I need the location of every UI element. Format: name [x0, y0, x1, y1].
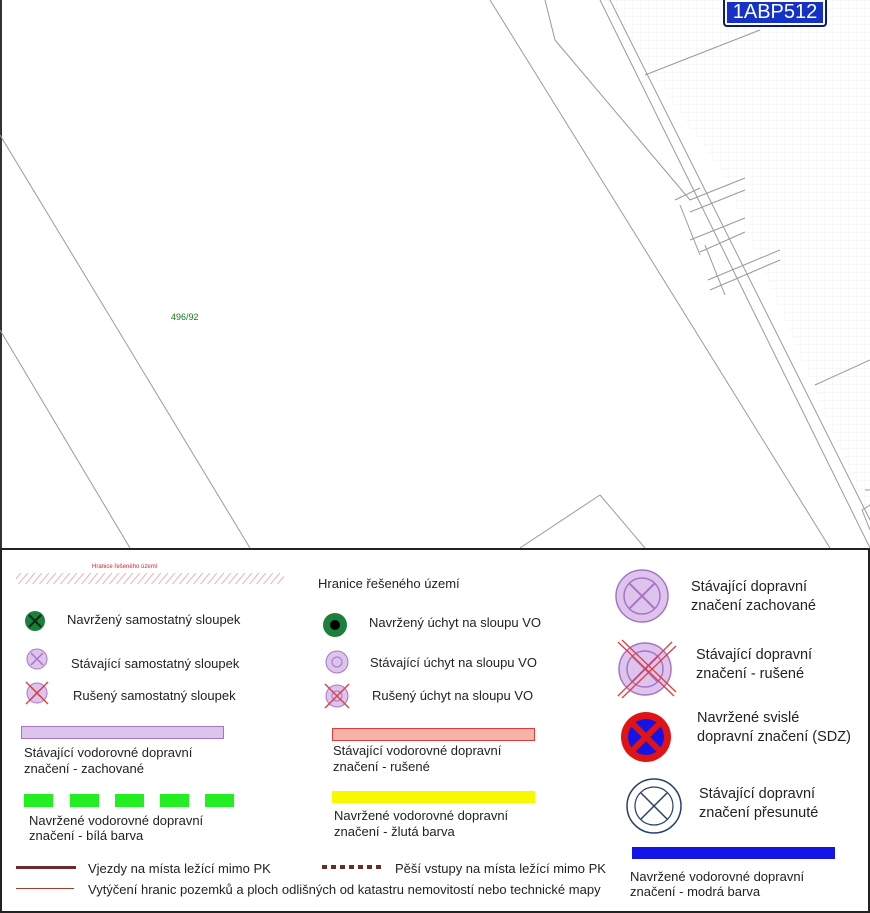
cancelled-mount-label: Rušený úchyt na sloupu VO [372, 688, 534, 703]
plate-label: 1ABP512 [723, 0, 827, 27]
pedestrian-line-icon [322, 864, 384, 870]
proposed-mount-label: Navržený úchyt na sloupu VO [369, 615, 541, 630]
hz-existing-cancelled-line1: Stávající vodorovné dopravní [333, 743, 502, 758]
sign-existing-moved-line2: značení přesunuté [699, 805, 819, 821]
hz-proposed-white-line2: značení - bílá barva [29, 828, 144, 843]
existing-post-label: Stávající samostatný sloupek [71, 656, 240, 671]
hz-existing-cancelled-bar [332, 728, 535, 741]
hz-blue-bar [632, 847, 835, 859]
sign-existing-kept-line2: značení zachované [691, 598, 816, 614]
boundary-mini-caption: Hranice řešeného území [92, 564, 158, 570]
cancelled-mount-icon [322, 681, 352, 711]
legend-panel [0, 548, 870, 913]
hz-yellow-bar [332, 791, 535, 803]
driveways-line-icon [16, 866, 76, 869]
plot-boundaries-label: Vytýčení hranic pozemků a ploch odlišných od katastru nemovitostí nebo technické mapy [88, 882, 601, 897]
hz-proposed-yellow-line2: značení - žlutá barva [334, 824, 455, 839]
sign-existing-cancelled-line1: Stávající dopravní [696, 647, 813, 663]
driveways-label: Vjezdy na místa ležící mimo PK [88, 861, 271, 876]
sign-existing-moved-icon [624, 777, 684, 835]
sign-existing-kept-icon [614, 568, 670, 624]
cancelled-post-label: Rušený samostatný sloupek [73, 688, 236, 703]
hz-proposed-white-line1: Navržené vodorovné dopravní [29, 813, 204, 828]
existing-post-icon [26, 648, 48, 670]
proposed-post-icon [24, 610, 46, 632]
proposed-post-label: Navržený samostatný sloupek [67, 612, 241, 627]
hz-proposed-yellow-line1: Navržené vodorovné dopravní [334, 808, 509, 823]
hz-existing-cancelled-line2: značení - rušené [333, 759, 430, 774]
boundary-label: Hranice řešeného území [318, 576, 460, 591]
sign-no-stopping-icon [619, 710, 673, 764]
hz-existing-kept-line1: Stávající vodorovné dopravní [24, 745, 193, 760]
pedestrian-label: Pěší vstupy na místa ležící mimo PK [395, 861, 606, 876]
hz-white-dash [24, 794, 53, 807]
sign-existing-cancelled-line2: značení - rušené [696, 666, 805, 682]
hz-existing-kept-bar [21, 726, 224, 739]
existing-mount-label: Stávající úchyt na sloupu VO [370, 655, 537, 670]
sign-proposed-vertical-line2: dopravní značení (SDZ) [697, 729, 851, 745]
hz-proposed-blue-line2: značení - modrá barva [630, 884, 761, 899]
hz-existing-kept-line2: značení - zachované [24, 761, 144, 776]
proposed-mount-icon [322, 612, 348, 638]
paved-area [600, 0, 870, 520]
sign-existing-kept-line1: Stávající dopravní [691, 579, 808, 595]
hz-white-dash [205, 794, 234, 807]
hz-white-dash [115, 794, 144, 807]
sign-existing-moved-line1: Stávající dopravní [699, 786, 816, 802]
cancelled-post-icon [24, 680, 50, 706]
sign-existing-cancelled-icon [614, 638, 678, 700]
sign-proposed-vertical-line1: Navržené svislé [697, 710, 800, 726]
existing-mount-icon [324, 649, 350, 675]
hz-proposed-blue-line1: Navržené vodorovné dopravní [630, 869, 805, 884]
hz-white-dash [160, 794, 189, 807]
parcel-number-label: 496/92 [171, 312, 199, 322]
hz-white-dash [70, 794, 99, 807]
plot-boundary-line-icon [16, 888, 74, 889]
